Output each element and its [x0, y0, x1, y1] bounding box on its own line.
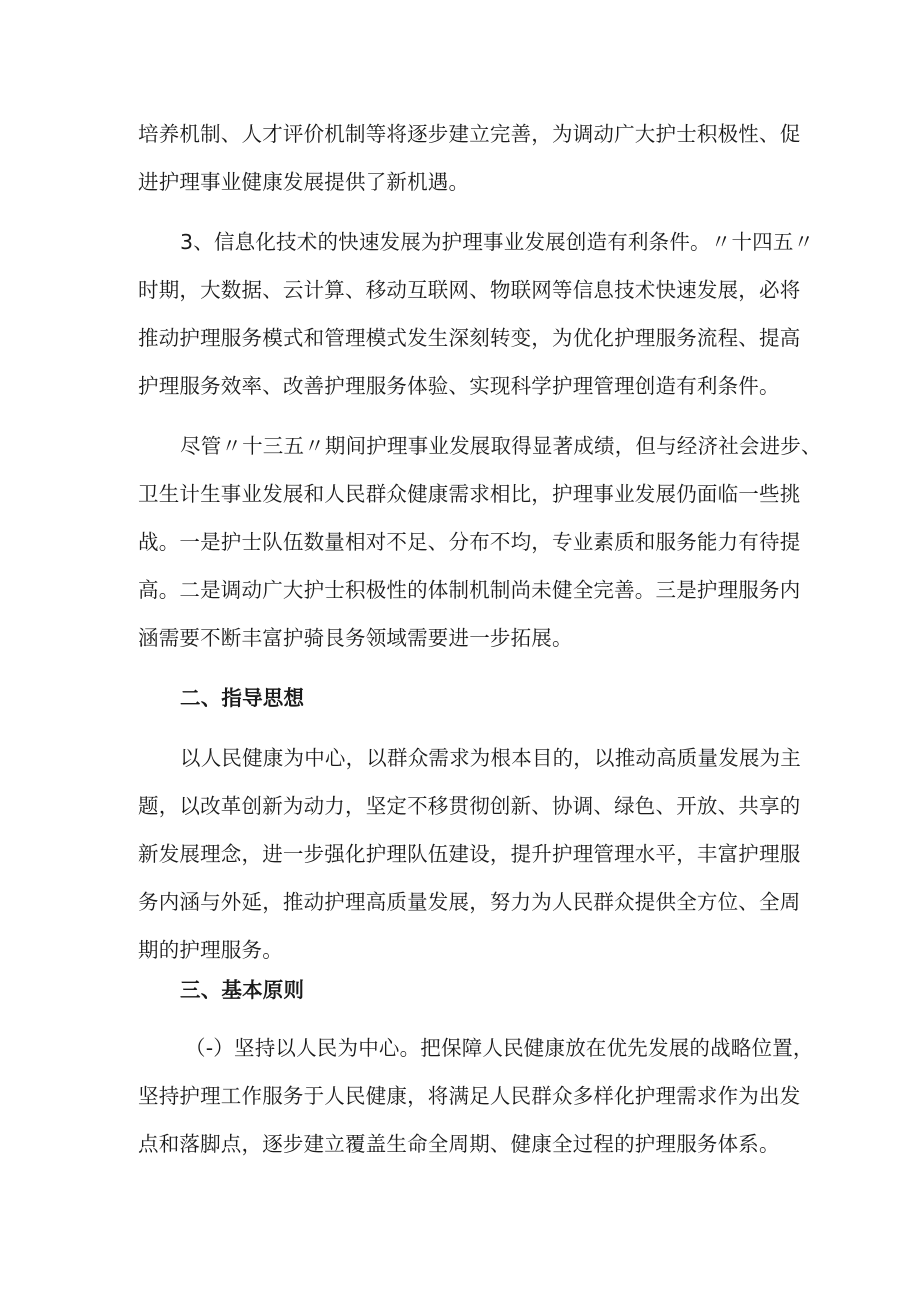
paragraph-line: 卫生计生事业发展和人民群众健康需求相比，护理事业发展仍面临一些挑	[138, 482, 801, 506]
paragraph-line: 3、信息化技术的快速发展为护理事业发展创造有利条件。〃十四五〃	[180, 230, 815, 254]
paragraph-line: 期的护理服务。	[138, 938, 283, 962]
paragraph-line: 涵需要不断丰富护骑艮务领域需要进一步拓展。	[138, 626, 573, 650]
section-heading: 二、指导思想	[180, 686, 305, 710]
paragraph-line: 进护理事业健康发展提供了新机遇。	[138, 170, 470, 194]
section-heading: 三、基本原则	[180, 978, 305, 1002]
paragraph-line: 务内涵与外延，推动护理高质量发展，努力为人民群众提供全方位、全周	[138, 890, 801, 914]
paragraph-line: 推动护理服务模式和管理模式发生深刻转变，为优化护理服务流程、提高	[138, 326, 801, 350]
paragraph-line: 时期，大数据、云计算、移动互联网、物联网等信息技术快速发展，必将	[138, 278, 801, 302]
paragraph-line: 尽管〃十三五〃期间护理事业发展取得显著成绩，但与经济社会进步、	[180, 434, 822, 458]
paragraph-line: 培养机制、人才评价机制等将逐步建立完善，为调动广大护士积极性、促	[138, 122, 801, 146]
paragraph-line: 护理服务效率、改善护理服务体验、实现科学护理管理创造有利条件。	[138, 374, 780, 398]
paragraph-line: 战。一是护士队伍数量相对不足、分布不均，专业素质和服务能力有待提	[138, 530, 801, 554]
paragraph-line: 点和落脚点，逐步建立覆盖生命全周期、健康全过程的护理服务体系。	[138, 1132, 780, 1156]
paragraph-line: 题，以改革创新为动力，坚定不移贯彻创新、协调、绿色、开放、共享的	[138, 794, 801, 818]
paragraph-line: 新发展理念，进一步强化护理队伍建设，提升护理管理水平，丰富护理服	[138, 842, 801, 866]
paragraph-line: 高。二是调动广大护士积极性的体制机制尚未健全完善。三是护理服务内	[138, 578, 801, 602]
paragraph-line: 以人民健康为中心，以群众需求为根本目的，以推动高质量发展为主	[180, 746, 801, 770]
paragraph-line: 坚持护理工作服务于人民健康，将满足人民群众多样化护理需求作为出发	[138, 1084, 801, 1108]
paragraph-line: （-）坚持以人民为中心。把保障人民健康放在优先发展的战略位置，	[185, 1036, 814, 1060]
